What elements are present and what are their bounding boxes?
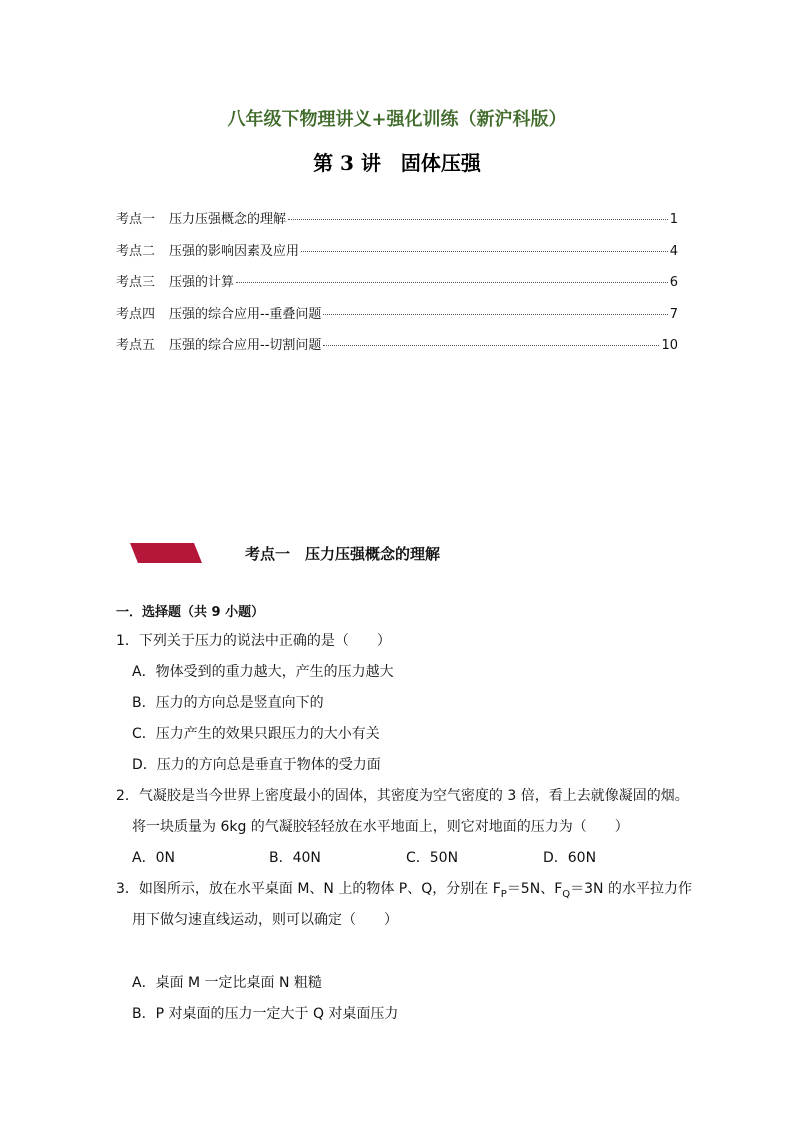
option-a[interactable]: A．物体受到的重力越大，产生的压力越大 [132,664,394,680]
toc-entry[interactable] [116,271,678,303]
table-of-contents [116,208,678,366]
question-stem-line2: 用下做匀速直线运动，则可以确定（ ） [132,912,398,928]
toc-page: 7 [669,306,678,322]
section-banner-shape [130,543,202,563]
question-1 [116,626,696,781]
toc-leader [236,282,668,283]
question-stem-line2: 将一块质量为 6kg 的气凝胶轻轻放在水平地面上，则它对地面的压力为（ ） [132,819,629,835]
part-heading: 一．选择题（共 9 小题） [116,605,265,620]
question-stem-line1 [116,874,696,905]
option-d[interactable]: D．60N [543,850,597,866]
stem-text: 3．如图所示，放在水平桌面 M、N 上的物体 P、Q，分别在 F [116,881,501,897]
toc-page: 4 [669,243,678,259]
toc-leader [323,314,667,315]
toc-entry[interactable] [116,208,678,240]
toc-label: 考点三 [116,275,156,290]
figure-placeholder [116,936,696,968]
question-2 [116,781,696,874]
option-c[interactable]: C．压力产生的效果只跟压力的大小有关 [132,726,380,742]
force-subscript-q: Q [562,888,571,900]
toc-entry[interactable] [116,303,678,335]
lecture-title: 第 3 讲 固体压强 [313,151,481,175]
stem-text: ＝5N、F [506,881,563,897]
toc-label: 考点一 [116,212,156,227]
toc-leader [301,251,668,252]
toc-page: 1 [669,212,678,227]
section-title: 考点一 压力压强概念的理解 [245,545,441,563]
toc-text: 压强的计算 [169,275,235,290]
question-stem: 1．下列关于压力的说法中正确的是（ ） [116,633,391,649]
question-3 [116,874,696,1030]
stem-text: ＝3N 的水平拉力作 [570,881,692,897]
toc-text: 压强的综合应用--切割问题 [169,338,322,353]
force-subscript-p: P [500,888,507,900]
option-a[interactable]: A．0N [132,850,175,866]
option-b[interactable]: B．40N [269,850,321,866]
toc-entry[interactable] [116,334,678,366]
option-b[interactable]: B．P 对桌面的压力一定大于 Q 对桌面压力 [132,1006,399,1022]
toc-label: 考点五 [116,338,156,353]
toc-text: 压强的影响因素及应用 [169,243,300,259]
option-a[interactable]: A．桌面 M 一定比桌面 N 粗糙 [132,975,322,991]
toc-text: 压强的综合应用--重叠问题 [169,306,322,322]
section-header [130,540,690,566]
toc-page: 10 [661,338,678,353]
option-c[interactable]: C．50N [406,850,459,866]
toc-leader [288,219,668,220]
option-b[interactable]: B．压力的方向总是竖直向下的 [132,695,324,711]
series-title: 八年级下物理讲义+强化训练（新沪科版） [227,109,567,130]
toc-page: 6 [669,275,678,290]
toc-label: 考点四 [116,306,156,322]
question-list [116,600,696,1030]
toc-text: 压力压强概念的理解 [169,212,287,227]
toc-entry[interactable] [116,240,678,272]
toc-leader [323,345,659,346]
options-row [116,843,696,874]
option-d[interactable]: D．压力的方向总是垂直于物体的受力面 [132,757,381,773]
question-stem-line1: 2．气凝胶是当今世界上密度最小的固体，其密度为空气密度的 3 倍，看上去就像凝固的烟。 [116,788,689,804]
toc-label: 考点二 [116,243,156,259]
